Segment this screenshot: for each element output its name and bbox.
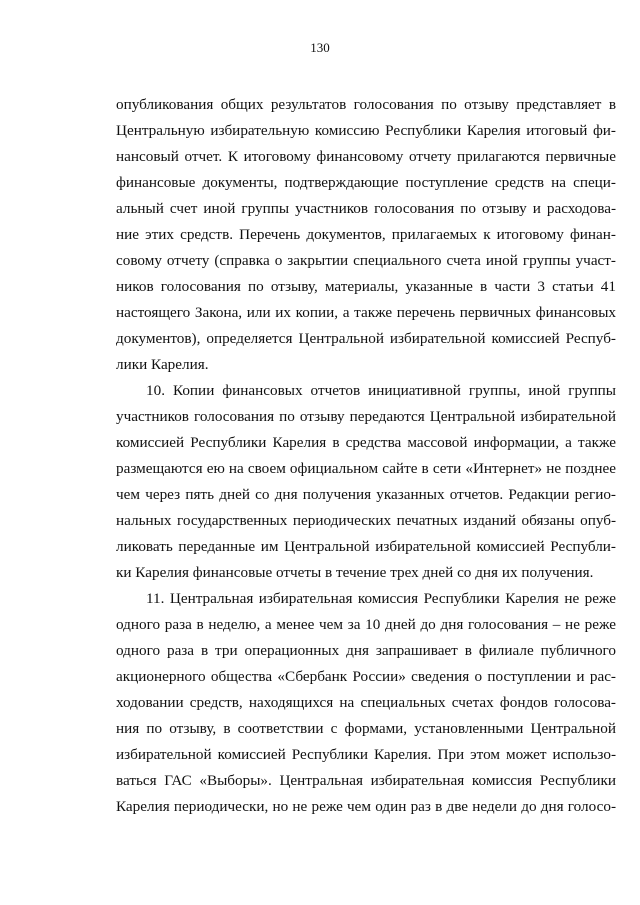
text-line: ния по отзыву, в соответствии с формами, установленными Центральной: [116, 720, 616, 737]
text-line: совому отчету (справка о закрытии специального счета иной группы участ-: [116, 252, 616, 269]
paragraph-11-start: 11. Центральная избирательная комиссия Республики Карелия не реже: [146, 590, 616, 607]
text-line: альный счет иной группы участников голосования по отзыву и расходова-: [116, 200, 616, 217]
text-line: Центральную избирательную комиссию Республики Карелия итоговый фи-: [116, 122, 616, 139]
text-line: ваться ГАС «Выборы». Центральная избирательная комиссия Республики: [116, 772, 616, 789]
text-line: настоящего Закона, или их копии, а также перечень первичных финансовых: [116, 304, 616, 321]
text-line: документов), определяется Центральной избирательной комиссией Респуб-: [116, 330, 616, 347]
text-line: одного раза в неделю, а менее чем за 10 дней до дня голосования – не реже: [116, 616, 616, 633]
text-line: ние этих средств. Перечень документов, прилагаемых к итоговому финан-: [116, 226, 616, 243]
text-line: нальных государственных периодических печатных изданий обязаны опуб-: [116, 512, 616, 529]
text-line: ликовать переданные им Центральной избирательной комиссией Республи-: [116, 538, 616, 555]
text-line: комиссией Республики Карелия в средства массовой информации, а также: [116, 434, 616, 451]
text-line: финансовые документы, подтверждающие поступление средств на специ-: [116, 174, 616, 191]
text-line: Карелия периодически, но не реже чем один раз в две недели до дня голосо-: [116, 798, 616, 815]
text-line: лики Карелия.: [116, 356, 209, 373]
text-line: чем через пять дней со дня получения указанных отчетов. Редакции регио-: [116, 486, 616, 503]
page-number: 130: [310, 40, 330, 55]
text-line: одного раза в три операционных дня запрашивает в филиале публичного: [116, 642, 616, 659]
paragraph-10-start: 10. Копии финансовых отчетов инициативной группы, иной группы: [146, 382, 616, 399]
text-line: нансовый отчет. К итоговому финансовому отчету прилагаются первичные: [116, 148, 616, 165]
text-line: участников голосования по отзыву передаются Центральной избирательной: [116, 408, 616, 425]
text-line: размещаются ею на своем официальном сайте в сети «Интернет» не позднее: [116, 460, 616, 477]
text-line: избирательной комиссией Республики Карелия. При этом может использо-: [116, 746, 616, 763]
text-line: акционерного общества «Сбербанк России» сведения о поступлении и рас-: [116, 668, 616, 685]
text-line: ников голосования по отзыву, материалы, указанные в части 3 статьи 41: [116, 278, 616, 295]
text-line: ходовании средств, находящихся на специальных счетах фондов голосова-: [116, 694, 616, 711]
text-line: ки Карелия финансовые отчеты в течение трех дней со дня их получения.: [116, 564, 594, 581]
text-line: опубликования общих результатов голосования по отзыву представляет в: [116, 96, 616, 113]
